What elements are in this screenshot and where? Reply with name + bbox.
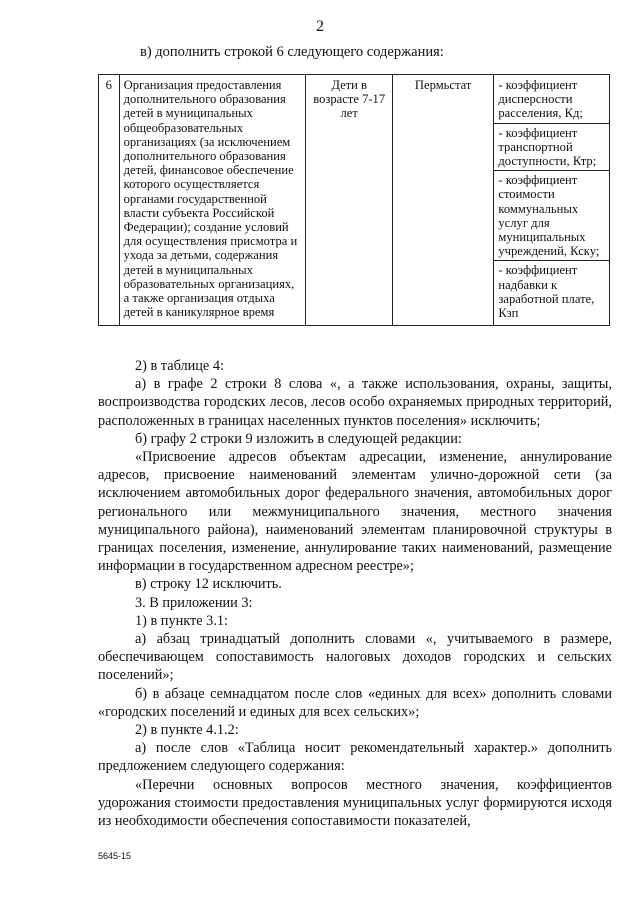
paragraph: б) графу 2 строки 9 изложить в следующей редакции:	[135, 430, 462, 447]
paragraph: 1) в пункте 3.1:	[135, 612, 229, 629]
coefficient-item: - коэффициент надбавки к заработной плате, Кзп	[494, 260, 609, 322]
row-source: Пермьстат	[393, 75, 494, 326]
paragraph: а) после слов «Таблица носит рекомендательный характер.» дополнить предложением следующего содержания:	[98, 740, 612, 775]
row-coefficients	[494, 75, 610, 326]
paragraph: 2) в пункте 4.1.2:	[135, 722, 239, 739]
coefficient-item: - коэффициент транспортной доступности, Ктр;	[494, 123, 609, 171]
paragraph: «Присвоение адресов объектам адресации, изменение, аннулирование адресов, присвоение наименований элементам улично-дорожной сети (за исключением автомобильных дорог федерального значения, автомобильных дорог регионального или межмуниципального значения, местного значения муниципального района), наименований элементам планировочной структуры в границах поселения, изменение, аннулирование таких наименований, размещение информации в государственном адресном реестре»;	[98, 449, 612, 575]
paragraph: 2) в таблице 4:	[135, 358, 224, 374]
row-number: 6	[99, 75, 120, 326]
document-body	[98, 357, 612, 830]
amendment-table	[98, 74, 610, 326]
paragraph: в) строку 12 исключить.	[135, 576, 282, 593]
intro-line: в) дополнить строкой 6 следующего содержания:	[140, 44, 444, 60]
coefficient-item: - коэффициент дисперсности расселения, Кд;	[498, 78, 583, 121]
paragraph: а) в графе 2 строки 8 слова «, а также использования, охраны, защиты, воспроизводства городских лесов, лесов особо охраняемых природных территорий, расположенных в границах населенных пунктов поселения» исключить;	[98, 376, 612, 429]
paragraph: 3. В приложении 3:	[135, 594, 253, 611]
page-number: 2	[316, 18, 324, 35]
paragraph: а) абзац тринадцатый дополнить словами «, учитываемого в размере, обеспечивающем сопоставимость налоговых доходов городских и сельских поселений»;	[98, 631, 612, 684]
paragraph: б) в абзаце семнадцатом после слов «единых для всех» дополнить словами «городских поселений и единых для всех сельских»;	[98, 685, 612, 720]
row-name: Организация предоставления дополнительного образования детей в муниципальных общеобразовательных организациях (за исключением дополнительного образования детей, финансовое обеспечение которого осуществляется органами государственной власти субъекта Российской Федерации); создание условий для осуществления присмотра и ухода за детьми, содержания детей в муниципальных образовательных организациях, а также организация отдыха детей в каникулярное время	[119, 75, 306, 326]
footer-code: 5645-15	[98, 851, 132, 861]
row-category: Дети в возрасте 7-17 лет	[306, 75, 393, 326]
paragraph: «Перечни основных вопросов местного значения, коэффициентов удорожания стоимости предоставления муниципальных услуг формируются исходя из необходимости обеспечения сопоставимости показателей,	[98, 776, 612, 830]
table-row	[99, 75, 610, 326]
coefficient-item: - коэффициент стоимости коммунальных услуг для муниципальных учреждений, Кску;	[494, 170, 609, 260]
